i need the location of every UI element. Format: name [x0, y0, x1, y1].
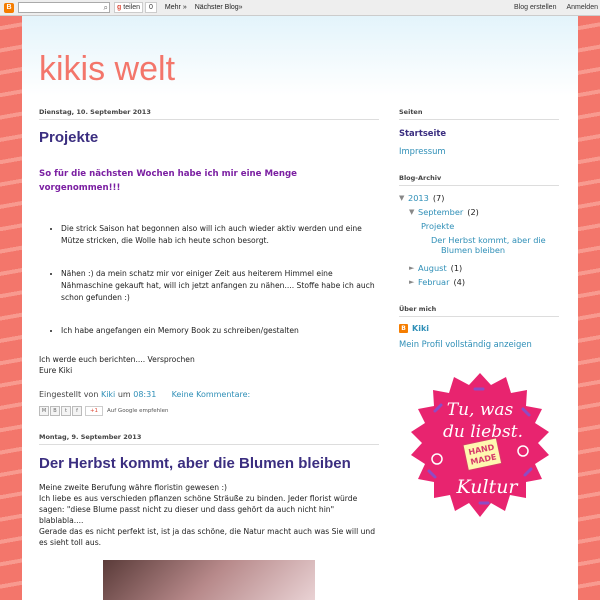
- badge-line-2: du liebst.: [442, 422, 524, 442]
- post-paragraph: Meine zweite Berufung währe floristin gewesen :): [39, 483, 228, 492]
- post-time-link[interactable]: 08:31: [133, 390, 157, 399]
- create-blog-link[interactable]: Blog erstellen: [514, 4, 557, 11]
- list-item: • Die strick Saison hat begonnen also will ich auch wieder aktiv werden und eine Mütze stricken, die Wolle hab ich heute schon besorgt.: [61, 223, 379, 247]
- archive-month-row: [409, 277, 559, 287]
- list-item: • Nähen :) da mein schatz mir vor einiger Zeit aus heiterem Himmel eine Nähmaschine gekauft hat, will ich jetzt anfangen zu nähen.... Stoffe habe ich auch schon gefunden :): [61, 268, 379, 304]
- archive-month-link[interactable]: August: [418, 263, 447, 273]
- post-footer: [39, 390, 379, 399]
- comments-link[interactable]: Keine Kommentare:: [171, 390, 251, 399]
- background-left: [0, 16, 22, 600]
- search-icon[interactable]: ⌕: [103, 3, 108, 12]
- profile-link[interactable]: Mein Profil vollständig anzeigen: [399, 339, 532, 349]
- time-prefix: um: [117, 390, 131, 399]
- next-blog-link[interactable]: Nächster Blog»: [194, 4, 243, 11]
- triangle-down-icon[interactable]: ▼: [409, 208, 415, 216]
- more-link[interactable]: Mehr »: [164, 4, 187, 11]
- post-title[interactable]: Projekte: [39, 129, 99, 146]
- pages-widget-title: Seiten: [399, 108, 559, 120]
- post-intro: So für die nächsten Wochen habe ich mir eine Menge vorgenommen!!!: [39, 169, 297, 193]
- page: [22, 16, 578, 600]
- archive-month-link[interactable]: September: [418, 207, 464, 217]
- page-link-home[interactable]: Startseite: [399, 128, 447, 138]
- archive-month-row: [409, 263, 559, 273]
- handmade-badge[interactable]: [405, 371, 555, 521]
- archive-month-link[interactable]: Februar: [418, 277, 450, 287]
- post-signature: Eure Kiki: [39, 366, 73, 375]
- login-link[interactable]: Anmelden: [566, 4, 598, 11]
- facebook-share-icon[interactable]: f: [72, 406, 82, 416]
- blog-share-icon[interactable]: B: [50, 406, 60, 416]
- archive-month-count: (2): [467, 207, 479, 217]
- gplus-share-button[interactable]: [114, 2, 143, 13]
- share-bar: [39, 406, 379, 416]
- blogger-logo-icon[interactable]: B: [4, 3, 14, 13]
- post-image[interactable]: [103, 560, 315, 600]
- sidebar: [399, 108, 559, 521]
- badge-made: MADE: [469, 452, 498, 467]
- twitter-share-icon[interactable]: t: [61, 406, 71, 416]
- author-link[interactable]: Kiki: [100, 390, 116, 399]
- archive-year-count: (7): [432, 193, 445, 203]
- badge-graphic: [405, 371, 555, 521]
- badge-line-3: Kultur: [456, 476, 518, 498]
- triangle-right-icon[interactable]: ►: [409, 278, 415, 286]
- google-recommend-text: Auf Google empfehlen: [107, 408, 169, 414]
- archive-widget-title: Blog-Archiv: [399, 174, 559, 186]
- archive-year-row: [399, 193, 559, 203]
- archive-month-row: [409, 207, 559, 217]
- blogger-profile-icon: B: [399, 324, 408, 333]
- about-widget-title: Über mich: [399, 305, 559, 317]
- share-count: 0: [145, 2, 157, 13]
- navbar-search-input[interactable]: [18, 2, 110, 13]
- blog-archive: [399, 193, 559, 287]
- post-title[interactable]: Der Herbst kommt, aber die Blumen bleiben: [39, 455, 351, 472]
- archive-month-count: (4): [453, 277, 466, 287]
- archive-month-count: (1): [450, 263, 463, 273]
- share-label: teilen: [123, 4, 141, 11]
- badge-hand: HAND: [467, 442, 496, 457]
- post-date: Montag, 9. September 2013: [39, 433, 379, 445]
- about-name-link[interactable]: Kiki: [412, 324, 430, 333]
- post-bullets: [61, 223, 379, 337]
- about-author: [399, 324, 559, 333]
- email-share-icon[interactable]: M: [39, 406, 49, 416]
- main-column: [39, 108, 379, 600]
- posted-by-label: Eingestellt von: [39, 390, 99, 399]
- gplus-icon: g: [117, 4, 122, 11]
- triangle-right-icon[interactable]: ►: [409, 264, 415, 272]
- archive-year-link[interactable]: 2013: [408, 193, 429, 203]
- list-item: • Ich habe angefangen ein Memory Book zu schreiben/gestalten: [61, 325, 379, 337]
- post-paragraph: Ich liebe es aus verschieden pflanzen schöne Sträuße zu binden. Jeder florist würde sagen: "diese Blume passt nicht zu dieser und dass gehört da auch nicht hin" blablabla....: [39, 494, 358, 525]
- post-date: Dienstag, 10. September 2013: [39, 108, 379, 120]
- page-link-imprint[interactable]: Impressum: [399, 146, 446, 156]
- post-paragraph: Gerade das es nicht perfekt ist, ist ja das schöne, die Natur macht auch was Sie will und es sieht toll aus.: [39, 527, 376, 547]
- blogger-navbar: [0, 0, 600, 16]
- blog-title[interactable]: kikis welt: [39, 50, 176, 88]
- gplus-one-button[interactable]: +1: [85, 406, 103, 416]
- archive-post-link[interactable]: Der Herbst kommt, aber die Blumen bleiben: [431, 235, 546, 255]
- background-right: [578, 16, 600, 600]
- triangle-down-icon[interactable]: ▼: [399, 194, 405, 202]
- post-closing: Ich werde euch berichten.... Versprochen: [39, 355, 195, 364]
- blog-header: [22, 16, 578, 96]
- badge-line-1: Tu, was: [446, 400, 514, 420]
- archive-post-link[interactable]: Projekte: [421, 221, 455, 231]
